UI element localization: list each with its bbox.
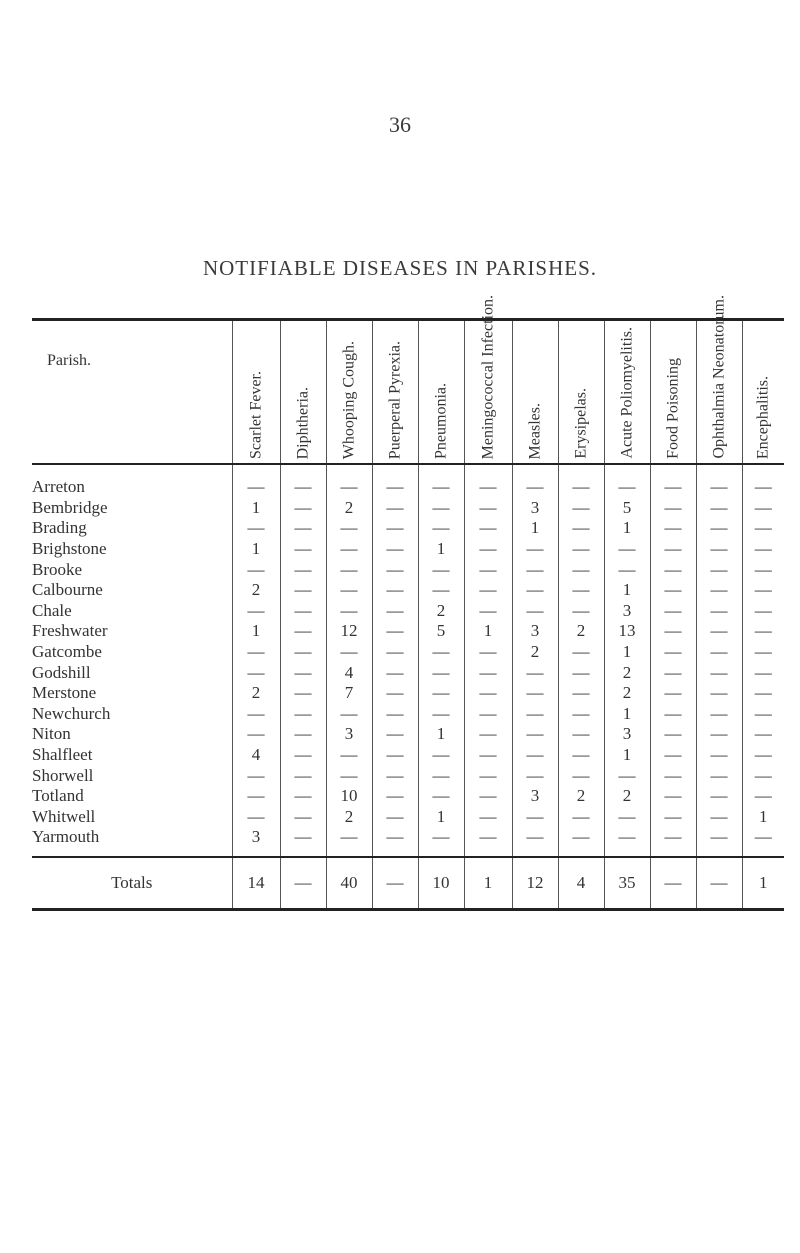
cell-value: —	[372, 642, 418, 663]
cell-value: —	[696, 642, 742, 663]
column-header	[650, 320, 696, 465]
parish-name: Shalfleet	[32, 745, 93, 765]
cell-value: 1	[604, 745, 650, 766]
table-body	[32, 464, 784, 857]
table-row	[32, 642, 784, 663]
cell-value: —	[372, 827, 418, 857]
cell-value: 12	[326, 621, 372, 642]
cell-value: —	[696, 539, 742, 560]
total-value: 14	[232, 857, 280, 910]
column-header	[558, 320, 604, 465]
cell-value: —	[326, 464, 372, 498]
cell-value: 7	[326, 683, 372, 704]
cell-value: —	[232, 559, 280, 580]
cell-value: —	[558, 580, 604, 601]
totals-row	[32, 857, 784, 910]
cell-value: —	[280, 662, 326, 683]
cell-value: —	[512, 827, 558, 857]
cell-value: —	[558, 518, 604, 539]
total-value: 10	[418, 857, 464, 910]
cell-value: 1	[604, 518, 650, 539]
cell-value: —	[558, 642, 604, 663]
parish-header-label: Parish.	[47, 352, 91, 369]
cell-value: —	[418, 786, 464, 807]
cell-value: —	[742, 621, 784, 642]
column-header	[464, 294, 512, 465]
column-header-label: Puerperal Pyrexia.	[386, 340, 404, 459]
cell-value: —	[280, 601, 326, 622]
parish-name: Brighstone	[32, 539, 107, 559]
cell-value: —	[464, 662, 512, 683]
cell-value: —	[742, 745, 784, 766]
cell-value: —	[512, 662, 558, 683]
table-row	[32, 827, 784, 857]
cell-value: 1	[604, 704, 650, 725]
table-row	[32, 724, 784, 745]
column-header-label: Encephalitis.	[754, 375, 772, 459]
cell-value: —	[280, 827, 326, 857]
cell-value: —	[650, 498, 696, 519]
cell-value: 2	[326, 807, 372, 828]
parish-name: Brooke	[32, 559, 83, 579]
cell-value: 2	[418, 601, 464, 622]
cell-value: —	[280, 786, 326, 807]
cell-value: —	[418, 559, 464, 580]
cell-value: 2	[558, 786, 604, 807]
cell-value: —	[464, 539, 512, 560]
cell-value: —	[742, 683, 784, 704]
cell-value: —	[280, 807, 326, 828]
cell-value: —	[464, 765, 512, 786]
total-value: 1	[742, 857, 784, 910]
table-row	[32, 580, 784, 601]
cell-value: 2	[604, 662, 650, 683]
cell-value: —	[558, 683, 604, 704]
cell-value: —	[512, 807, 558, 828]
cell-value: —	[650, 559, 696, 580]
cell-value: 4	[326, 662, 372, 683]
cell-value: —	[232, 724, 280, 745]
cell-value: —	[558, 559, 604, 580]
cell-value: —	[558, 807, 604, 828]
cell-value: —	[372, 683, 418, 704]
cell-value: —	[696, 662, 742, 683]
cell-value: —	[418, 464, 464, 498]
cell-value: —	[604, 827, 650, 857]
total-value: —	[280, 857, 326, 910]
cell-value: —	[742, 518, 784, 539]
cell-value: —	[280, 704, 326, 725]
total-value: —	[372, 857, 418, 910]
table-row	[32, 518, 784, 539]
parish-name: Gatcombe	[32, 642, 102, 662]
cell-value: —	[604, 559, 650, 580]
cell-value: —	[742, 827, 784, 857]
cell-value: 1	[418, 807, 464, 828]
column-header-label: Ophthalmia Neonatorum.	[710, 295, 728, 459]
cell-value: —	[604, 464, 650, 498]
totals-label: Totals	[32, 857, 232, 910]
cell-value: —	[742, 662, 784, 683]
cell-value: —	[464, 745, 512, 766]
table-row	[32, 745, 784, 766]
cell-value: —	[280, 745, 326, 766]
cell-value: —	[280, 580, 326, 601]
cell-value: —	[232, 704, 280, 725]
cell-value: —	[742, 601, 784, 622]
cell-value: —	[372, 724, 418, 745]
cell-value: —	[326, 580, 372, 601]
cell-value: —	[372, 807, 418, 828]
cell-value: —	[650, 786, 696, 807]
cell-value: —	[372, 621, 418, 642]
notifiable-diseases-table	[32, 294, 784, 911]
cell-value: —	[650, 518, 696, 539]
cell-value: —	[326, 601, 372, 622]
column-header-label: Scarlet Fever.	[247, 371, 265, 459]
parish-name: Yarmouth	[32, 827, 100, 847]
cell-value: —	[326, 559, 372, 580]
table-row	[32, 601, 784, 622]
table-row	[32, 539, 784, 560]
cell-value: —	[232, 765, 280, 786]
cell-value: —	[558, 724, 604, 745]
cell-value: —	[742, 786, 784, 807]
cell-value: —	[650, 601, 696, 622]
cell-value: —	[742, 559, 784, 580]
diseases-table-container	[32, 294, 780, 911]
column-header	[512, 320, 558, 465]
cell-value: 3	[604, 601, 650, 622]
column-header-label: Food Poisoning	[664, 358, 682, 459]
parish-name: Godshill	[32, 662, 91, 682]
cell-value: —	[280, 498, 326, 519]
cell-value: —	[232, 642, 280, 663]
page-number: 36	[389, 112, 411, 137]
cell-value: —	[696, 786, 742, 807]
cell-value: —	[464, 642, 512, 663]
cell-value: —	[558, 827, 604, 857]
cell-value: —	[372, 518, 418, 539]
cell-value: 1	[604, 580, 650, 601]
cell-value: —	[512, 464, 558, 498]
cell-value: —	[418, 580, 464, 601]
cell-value: —	[372, 786, 418, 807]
cell-value: —	[464, 827, 512, 857]
cell-value: —	[326, 827, 372, 857]
total-value: 35	[604, 857, 650, 910]
cell-value: —	[232, 601, 280, 622]
cell-value: —	[742, 704, 784, 725]
cell-value: —	[558, 662, 604, 683]
total-value: 4	[558, 857, 604, 910]
column-header-label: Measles.	[526, 402, 544, 459]
cell-value: —	[280, 724, 326, 745]
cell-value: —	[464, 724, 512, 745]
cell-value: —	[464, 518, 512, 539]
parish-name: Arreton	[32, 477, 85, 497]
column-header	[280, 320, 326, 465]
column-header	[232, 320, 280, 465]
cell-value: —	[326, 745, 372, 766]
cell-value: —	[696, 724, 742, 745]
cell-value: —	[326, 704, 372, 725]
cell-value: —	[696, 580, 742, 601]
cell-value: —	[696, 807, 742, 828]
cell-value: —	[372, 559, 418, 580]
table-row	[32, 498, 784, 519]
cell-value: —	[512, 704, 558, 725]
cell-value: —	[696, 765, 742, 786]
cell-value: —	[232, 464, 280, 498]
cell-value: 2	[232, 580, 280, 601]
cell-value: —	[464, 601, 512, 622]
cell-value: —	[280, 559, 326, 580]
cell-value: —	[464, 683, 512, 704]
cell-value: —	[696, 601, 742, 622]
cell-value: —	[372, 745, 418, 766]
cell-value: —	[558, 765, 604, 786]
cell-value: —	[650, 662, 696, 683]
cell-value: —	[696, 518, 742, 539]
cell-value: 13	[604, 621, 650, 642]
cell-value: 2	[604, 683, 650, 704]
cell-value: 1	[742, 807, 784, 828]
cell-value: —	[696, 704, 742, 725]
total-value: 12	[512, 857, 558, 910]
cell-value: —	[742, 765, 784, 786]
cell-value: —	[418, 683, 464, 704]
cell-value: —	[326, 518, 372, 539]
column-header	[742, 320, 784, 465]
cell-value: —	[558, 704, 604, 725]
cell-value: —	[418, 765, 464, 786]
cell-value: —	[650, 704, 696, 725]
cell-value: —	[326, 765, 372, 786]
cell-value: —	[280, 621, 326, 642]
cell-value: 1	[232, 539, 280, 560]
cell-value: —	[650, 827, 696, 857]
cell-value: —	[650, 580, 696, 601]
cell-value: —	[696, 827, 742, 857]
cell-value: —	[280, 518, 326, 539]
column-header	[326, 320, 372, 465]
cell-value: —	[418, 662, 464, 683]
cell-value: 2	[558, 621, 604, 642]
cell-value: —	[650, 745, 696, 766]
parish-name: Freshwater	[32, 621, 108, 641]
cell-value: 1	[232, 621, 280, 642]
parish-name: Bembridge	[32, 497, 108, 517]
cell-value: —	[696, 498, 742, 519]
page-title: NOTIFIABLE DISEASES IN PARISHES.	[202, 256, 598, 280]
cell-value: 1	[418, 539, 464, 560]
cell-value: —	[464, 704, 512, 725]
cell-value: —	[512, 559, 558, 580]
cell-value: 1	[512, 518, 558, 539]
cell-value: —	[696, 683, 742, 704]
cell-value: —	[418, 642, 464, 663]
table-row	[32, 621, 784, 642]
header-row	[32, 320, 784, 465]
cell-value: —	[650, 683, 696, 704]
column-header-label: Meningococcal Infection.	[479, 294, 497, 459]
cell-value: 3	[512, 786, 558, 807]
cell-value: —	[232, 786, 280, 807]
cell-value: —	[696, 621, 742, 642]
cell-value: —	[418, 827, 464, 857]
cell-value: —	[512, 601, 558, 622]
cell-value: —	[558, 601, 604, 622]
cell-value: —	[372, 464, 418, 498]
cell-value: —	[372, 662, 418, 683]
cell-value: —	[604, 765, 650, 786]
cell-value: —	[232, 807, 280, 828]
table-row	[32, 559, 784, 580]
cell-value: —	[650, 642, 696, 663]
cell-value: 3	[512, 498, 558, 519]
table-row	[32, 786, 784, 807]
cell-value: —	[696, 464, 742, 498]
cell-value: 2	[512, 642, 558, 663]
cell-value: —	[742, 464, 784, 498]
cell-value: —	[372, 539, 418, 560]
cell-value: —	[326, 642, 372, 663]
cell-value: 5	[604, 498, 650, 519]
parish-name: Newchurch	[32, 703, 111, 723]
cell-value: —	[742, 642, 784, 663]
cell-value: —	[512, 724, 558, 745]
cell-value: —	[558, 464, 604, 498]
parish-name: Totland	[32, 786, 84, 806]
cell-value: 10	[326, 786, 372, 807]
cell-value: —	[650, 807, 696, 828]
total-value: —	[650, 857, 696, 910]
cell-value: —	[464, 580, 512, 601]
column-header	[696, 295, 742, 465]
cell-value: —	[464, 498, 512, 519]
parish-name: Merstone	[32, 683, 97, 703]
cell-value: —	[372, 580, 418, 601]
total-value: 40	[326, 857, 372, 910]
cell-value: 2	[326, 498, 372, 519]
cell-value: —	[232, 518, 280, 539]
table-row	[32, 807, 784, 828]
cell-value: —	[418, 704, 464, 725]
column-header-label: Pneumonia.	[432, 383, 450, 459]
cell-value: —	[742, 724, 784, 745]
cell-value: —	[604, 807, 650, 828]
cell-value: 1	[232, 498, 280, 519]
cell-value: —	[372, 601, 418, 622]
cell-value: —	[464, 559, 512, 580]
cell-value: 3	[604, 724, 650, 745]
parish-column-header	[32, 320, 232, 465]
cell-value: 1	[464, 621, 512, 642]
cell-value: —	[372, 498, 418, 519]
cell-value: 5	[418, 621, 464, 642]
cell-value: —	[418, 745, 464, 766]
cell-value: —	[696, 559, 742, 580]
total-value: 1	[464, 857, 512, 910]
cell-value: —	[280, 539, 326, 560]
column-header	[418, 320, 464, 465]
table-row	[32, 704, 784, 725]
cell-value: —	[512, 580, 558, 601]
parish-name: Niton	[32, 724, 71, 744]
cell-value: —	[742, 539, 784, 560]
cell-value: —	[326, 539, 372, 560]
parish-name: Chale	[32, 600, 72, 620]
table-row	[32, 765, 784, 786]
cell-value: —	[464, 807, 512, 828]
cell-value: —	[650, 724, 696, 745]
column-header	[372, 320, 418, 465]
cell-value: —	[418, 498, 464, 519]
cell-value: —	[650, 464, 696, 498]
cell-value: —	[742, 498, 784, 519]
cell-value: —	[742, 580, 784, 601]
cell-value: 2	[232, 683, 280, 704]
cell-value: 3	[232, 827, 280, 857]
cell-value: 4	[232, 745, 280, 766]
cell-value: —	[650, 539, 696, 560]
parish-name: Whitwell	[32, 806, 96, 826]
table-row	[32, 464, 784, 498]
cell-value: 3	[326, 724, 372, 745]
cell-value: —	[372, 765, 418, 786]
cell-value: —	[650, 765, 696, 786]
cell-value: —	[696, 745, 742, 766]
total-value: —	[696, 857, 742, 910]
cell-value: —	[464, 786, 512, 807]
column-header-label: Acute Poliomyelitis.	[618, 327, 636, 459]
cell-value: —	[280, 642, 326, 663]
column-header-label: Erysipelas.	[572, 388, 590, 459]
table-row	[32, 683, 784, 704]
cell-value: —	[512, 683, 558, 704]
cell-value: 2	[604, 786, 650, 807]
column-header	[604, 320, 650, 465]
table-row	[32, 662, 784, 683]
cell-value: —	[650, 621, 696, 642]
cell-value: —	[418, 518, 464, 539]
parish-name: Shorwell	[32, 765, 94, 785]
parish-name: Calbourne	[32, 580, 103, 600]
cell-value: —	[512, 765, 558, 786]
cell-value: —	[280, 683, 326, 704]
cell-value: —	[232, 662, 280, 683]
cell-value: —	[558, 745, 604, 766]
column-header-label: Whooping Cough.	[340, 340, 358, 459]
column-header-label: Diphtheria.	[294, 386, 312, 459]
cell-value: —	[280, 464, 326, 498]
cell-value: —	[512, 745, 558, 766]
cell-value: —	[558, 498, 604, 519]
cell-value: —	[512, 539, 558, 560]
cell-value: —	[280, 765, 326, 786]
cell-value: —	[558, 539, 604, 560]
cell-value: —	[604, 539, 650, 560]
cell-value: 3	[512, 621, 558, 642]
parish-name: Brading	[32, 518, 87, 538]
cell-value: —	[372, 704, 418, 725]
cell-value: —	[464, 464, 512, 498]
cell-value: 1	[418, 724, 464, 745]
cell-value: 1	[604, 642, 650, 663]
